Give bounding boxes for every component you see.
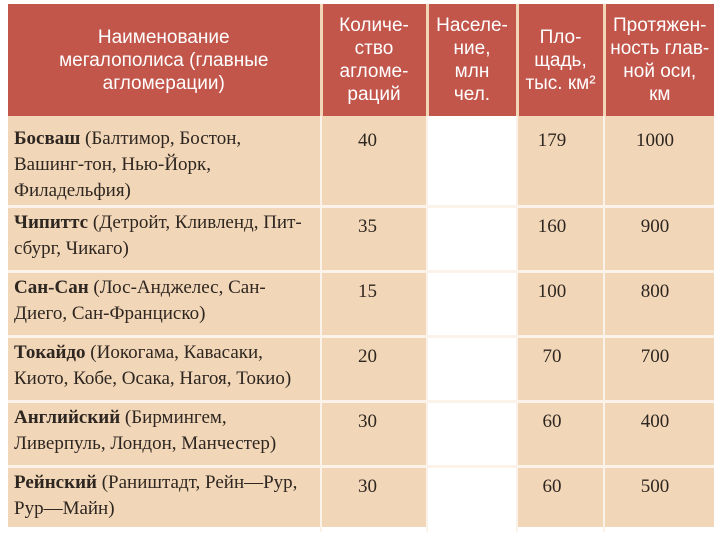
megalopolis-table — [8, 4, 714, 532]
agglomerations-cell: 30 — [321, 467, 427, 532]
area-cell: 70 — [517, 337, 604, 402]
agglomerations-cell: 40 — [321, 116, 427, 207]
megalopolis-details: (Иокогама, Кавасаки, Киото, Кобе, Осака, Нагоя, Токио) — [14, 342, 292, 389]
table-row — [8, 207, 714, 272]
header-line: Количе- — [339, 15, 409, 36]
header-line: млн — [454, 61, 490, 82]
header-row — [8, 4, 714, 116]
table-row — [8, 272, 714, 337]
header-line: агломерации) — [102, 72, 225, 94]
area-cell: 160 — [517, 207, 604, 272]
table-row — [8, 116, 714, 207]
megalopolis-cell — [8, 272, 321, 337]
table-row — [8, 467, 714, 532]
population-cell — [427, 467, 517, 532]
axis-length-cell: 900 — [604, 207, 714, 272]
megalopolis-name: Чипиттс — [14, 212, 89, 233]
table-row — [8, 337, 714, 402]
megalopolis-details: (Бирмингем, Ливерпуль, Лондон, Манчестер) — [14, 407, 277, 454]
header-axis-length — [604, 4, 714, 116]
megalopolis-cell — [8, 337, 321, 402]
header-line: Протяжен- — [613, 15, 707, 36]
table-header — [8, 4, 714, 116]
megalopolis-cell — [8, 207, 321, 272]
header-line: раций — [347, 84, 401, 105]
megalopolis-details: (Лос-Анджелес, Сан-Диего, Сан-Франциско) — [14, 277, 266, 324]
agglomerations-cell: 35 — [321, 207, 427, 272]
header-area — [517, 4, 604, 116]
megalopolis-name: Босваш — [14, 128, 81, 149]
agglomerations-cell: 30 — [321, 402, 427, 467]
area-cell: 179 — [517, 116, 604, 207]
header-line: чел. — [453, 84, 491, 105]
megalopolis-table-container — [8, 4, 714, 527]
header-line: агломе- — [339, 61, 409, 82]
population-cell — [427, 402, 517, 467]
axis-length-cell: 400 — [604, 402, 714, 467]
header-line: ной оси, — [623, 61, 697, 82]
axis-length-cell: 1000 — [604, 116, 714, 207]
header-line: ство — [354, 38, 394, 59]
area-cell: 100 — [517, 272, 604, 337]
table-row — [8, 402, 714, 467]
agglomerations-cell: 15 — [321, 272, 427, 337]
population-cell — [427, 207, 517, 272]
megalopolis-cell — [8, 402, 321, 467]
megalopolis-cell — [8, 467, 321, 532]
header-line: тыс. км² — [525, 72, 596, 94]
header-line: ность глав- — [610, 38, 710, 59]
megalopolis-details: (Раништадт, Рейн—Рур, Рур—Майн) — [14, 472, 298, 519]
table-body — [8, 116, 714, 532]
megalopolis-name: Сан-Сан — [14, 277, 89, 298]
megalopolis-cell — [8, 116, 321, 207]
megalopolis-name: Английский — [14, 407, 121, 428]
header-population — [427, 4, 517, 116]
megalopolis-details: (Детройт, Кливленд, Пит-сбург, Чикаго) — [14, 212, 302, 259]
header-line: мегалополиса (главные — [59, 49, 269, 71]
header-line: Наименование — [97, 26, 230, 48]
axis-length-cell: 800 — [604, 272, 714, 337]
header-agglomerations — [321, 4, 427, 116]
population-cell — [427, 337, 517, 402]
header-name — [8, 4, 321, 116]
header-line: км — [649, 84, 671, 105]
axis-length-cell: 700 — [604, 337, 714, 402]
megalopolis-name: Токайдо — [14, 342, 86, 363]
agglomerations-cell: 20 — [321, 337, 427, 402]
header-line: Пло- — [539, 26, 582, 48]
area-cell: 60 — [517, 402, 604, 467]
header-line: щадь, — [534, 49, 587, 71]
population-cell — [427, 116, 517, 207]
header-line: ние, — [453, 38, 491, 59]
area-cell: 60 — [517, 467, 604, 532]
megalopolis-details: (Балтимор, Бостон, Вашинг-тон, Нью-Йорк, Филадельфия) — [14, 128, 242, 201]
header-line: Населе- — [436, 15, 508, 36]
population-cell — [427, 272, 517, 337]
megalopolis-name: Рейнский — [14, 472, 97, 493]
axis-length-cell: 500 — [604, 467, 714, 532]
